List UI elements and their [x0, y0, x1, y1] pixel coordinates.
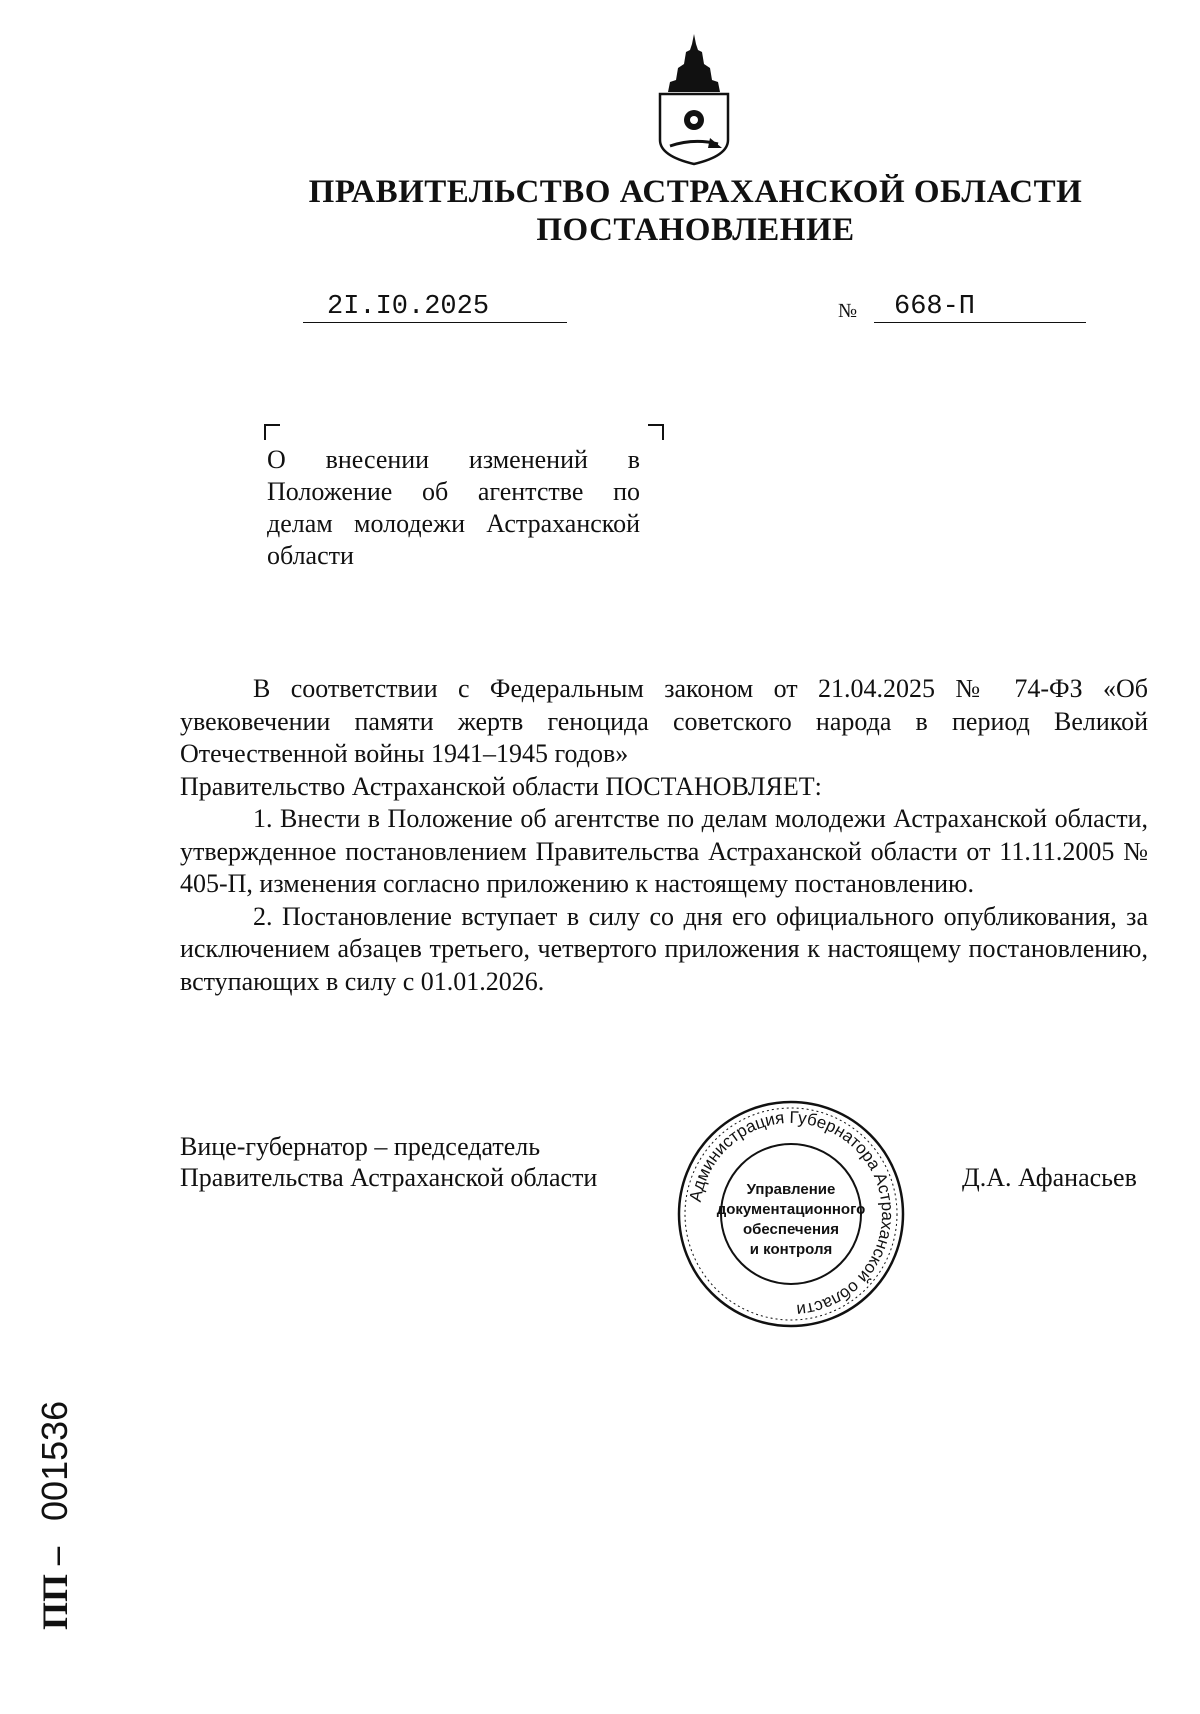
document-subject: О внесении изменений в Положение об агентстве по делам молодежи Астраханской области	[267, 445, 640, 570]
document-body	[180, 673, 1148, 998]
subject-corner-right	[648, 424, 664, 440]
document-date: 2I.I0.2025	[303, 292, 567, 323]
signer-position-line1: Вице-губернатор – председатель	[180, 1132, 541, 1161]
number-label: №	[838, 300, 858, 322]
body-preamble: В соответствии с Федеральным законом от 21.04.2025 № 74-ФЗ «Об увековечении памяти жертв геноцида советского народа в период Великой Отечественной войны 1941–1945 годов»	[180, 674, 1148, 768]
seal-outer-text: Администрация Губернатора Астраханской области	[685, 1107, 898, 1320]
official-seal-stamp	[675, 1098, 907, 1330]
document-number: 668-П	[874, 292, 1086, 323]
seal-inner-line-1: Управление	[746, 1181, 836, 1198]
signer-position-line2: Правительства Астраханской области	[180, 1163, 598, 1192]
document-type-title: ПОСТАНОВЛЕНИЕ	[536, 212, 855, 248]
subject-corner-left	[264, 424, 280, 440]
margin-code-prefix: ПП –	[35, 1546, 75, 1630]
body-resolves: Правительство Астраханской области ПОСТАНОВЛЯЕТ:	[180, 771, 822, 801]
signer-position	[180, 1131, 597, 1193]
organization-title: ПРАВИТЕЛЬСТВО АСТРАХАНСКОЙ ОБЛАСТИ	[308, 174, 1083, 210]
seal-inner-line-3: обеспечения	[742, 1221, 840, 1238]
seal-inner-line-4: и контроля	[749, 1241, 833, 1258]
signer-name: Д.А. Афанасьев	[962, 1163, 1137, 1192]
margin-registration-code	[30, 1380, 80, 1630]
margin-code-number: 001536	[34, 1400, 75, 1521]
seal-inner-line-2: документационного	[716, 1201, 866, 1218]
body-item-2: 2. Постановление вступает в силу со дня его официального опубликования, за исключением абзацев третьего, четвертого приложения к настоящему постановлению, вступающих в силу с 01.01.2026.	[180, 901, 1148, 996]
coat-of-arms-emblem	[652, 30, 736, 168]
body-item-1: 1. Внести в Положение об агентстве по делам молодежи Астраханской области, утвержденное постановлением Правительства Астраханской области от 11.11.2005 № 405-П, изменения согласно приложению к настоящему постановлению.	[180, 804, 1148, 898]
